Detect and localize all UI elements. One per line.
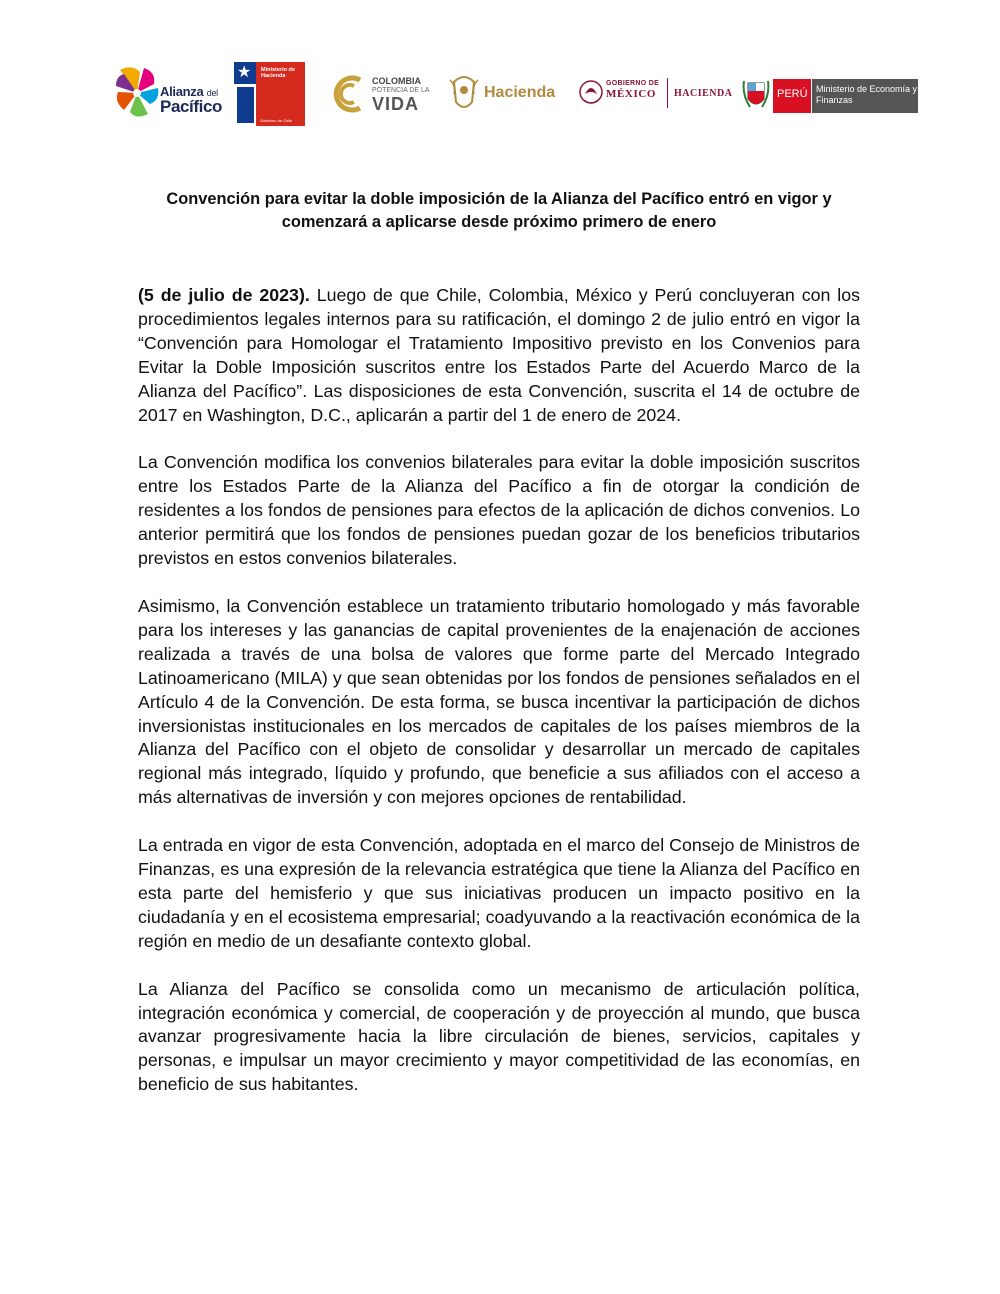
- paragraph-2: La Convención modifica los convenios bilaterales para evitar la doble imposición suscritos entre los Estados Parte de la Alianza del Pacífico a fin de otorgar la condición de residentes a los fondos de pensiones para efectos de la aplicación de dichos convenios. Lo anterior permitirá que los fondos de pensiones puedan gozar de los beneficios tributarios previstos en estos convenios bilaterales.: [138, 452, 860, 569]
- star-icon: ★: [237, 64, 252, 81]
- peru-country-label: PERÚ: [777, 88, 808, 100]
- paragraph-3: Asimismo, la Convención establece un tratamiento tributario homologado y más favorable para los intereses y las ganancias de capital provenientes de la enajenación de acciones realizada a través de una bolsa de valores que forme parte del Mercado Integrado Latinoamericano (MILA) y que sean obtenidas por los fondos de pensiones señalados en el Artículo 4 de la Convención. De esta forma, se busca incentivar la participación de dichos inversionistas institucionales en los mercados de capitales de los países miembros de la Alianza del Pacífico con el objeto de consolidar y desarrollar un mercado de capitales regional más integrado, líquido y profundo, que beneficie a sus afiliados con el acceso a más alternativas de inversión y con mejores opciones de rentabilidad.: [138, 595, 860, 808]
- mexico-logo-line2: MÉXICO: [606, 88, 657, 100]
- partner-logos-header: [112, 60, 918, 130]
- peru-coat-of-arms-icon: [742, 77, 770, 113]
- colombia-logo-line3: VIDA: [372, 94, 420, 114]
- chile-ministerio-hacienda-logo: [234, 62, 305, 126]
- paragraph-5: La Alianza del Pacífico se consolida como un mecanismo de articulación política, integración económica y comercial, de cooperación y de proyección al mundo, que busca avanzar progresivamente hacia la libre circulación de bienes, servicios, capitales y personas, e impulsar un mayor crecimiento y mayor competitividad de las economías, en beneficio de sus habitantes.: [138, 978, 860, 1095]
- peru-ministry-label: Ministerio de Economía y Finanzas: [816, 84, 918, 105]
- colombia-potencia-vida-logo: [328, 74, 440, 114]
- colombia-hacienda-label: Hacienda: [484, 84, 556, 101]
- alianza-logo-line2: Pacífico: [160, 97, 222, 116]
- mexico-logo-line1: GOBIERNO DE: [606, 80, 660, 87]
- press-release-body: [138, 284, 860, 1121]
- press-release-headline: Convención para evitar la doble imposición de la Alianza del Pacífico entró en vigor y comenzará a aplicarse desde próximo primero de enero: [166, 190, 832, 231]
- gobierno-mexico-hacienda-logo: [578, 74, 732, 116]
- colombia-hacienda-logo: [448, 72, 566, 116]
- colombia-wave-icon: [328, 74, 368, 114]
- paragraph-4: La entrada en vigor de esta Convención, adoptada en el marco del Consejo de Ministros de Finanzas, es una expresión de la relevancia estratégica que tiene la Alianza del Pacífico en esta parte del hemisferio y que sus iniciativas producen un impacto positivo en la ciudadanía y en el ecosistema empresarial; coadyuvando a la reactivación económica de la región en medio de un desafiante contexto global.: [138, 835, 860, 951]
- alianza-del-pacifico-logo: [112, 64, 224, 122]
- chile-ministry-label: Ministerio de Hacienda: [261, 67, 295, 79]
- colombia-coat-of-arms-icon: [448, 72, 480, 114]
- peru-mef-logo: [742, 76, 918, 114]
- mexico-hacienda-label: HACIENDA: [674, 88, 733, 99]
- mexico-eagle-seal-icon: [578, 76, 604, 110]
- release-date: (5 de julio de 2023).: [138, 285, 310, 305]
- alianza-flower-icon: [114, 64, 160, 122]
- chile-logo-lower-band: [237, 87, 254, 123]
- alianza-logo-line1: Alianza del: [160, 84, 218, 99]
- paragraph-1: [138, 284, 860, 427]
- paragraph-1-text: Luego de que Chile, Colombia, México y Perú concluyeran con los procedimientos legales internos para su ratificación, el domingo 2 de julio entró en vigor la “Convención para Homologar el Tratamiento Impositivo previsto en los Convenios para Evitar la Doble Imposición suscritos entre los Estados Parte del Acuerdo Marco de la Alianza del Pacífico”. Las disposiciones de esta Convención, suscrita el 14 de octubre de 2017 en Washington, D.C., aplicarán a partir del 1 de enero de 2024.: [138, 285, 860, 425]
- chile-government-label: Gobierno de Chile: [260, 118, 293, 123]
- colombia-logo-line1: COLOMBIA: [372, 76, 421, 86]
- mexico-logo-divider: [667, 78, 668, 108]
- colombia-logo-line2: POTENCIA DE LA: [372, 87, 430, 94]
